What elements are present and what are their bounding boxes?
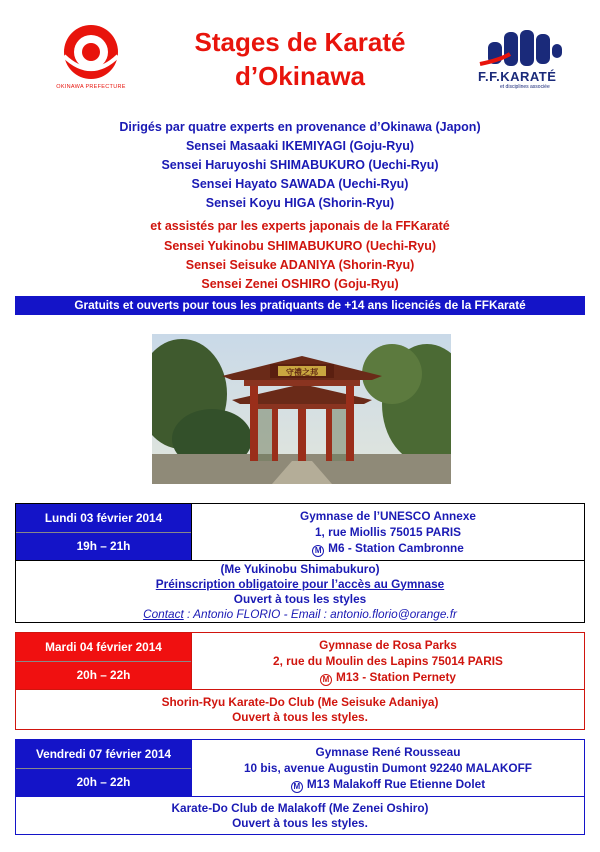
gate-sign-text: 守禮之邦 bbox=[286, 368, 318, 377]
event-3-open-note: Ouvert à tous les styles. bbox=[232, 815, 368, 830]
event-1-time: 19h – 21h bbox=[76, 539, 131, 554]
assistant-3: Sensei Zenei OSHIRO (Goju-Ryu) bbox=[201, 277, 399, 291]
expert-2: Sensei Haruyoshi SHIMABUKURO (Uechi-Ryu) bbox=[161, 158, 439, 172]
event-3-time: 20h – 22h bbox=[76, 775, 131, 790]
event-2-open-note: Ouvert à tous les styles. bbox=[232, 709, 368, 724]
event-3-club: Karate-Do Club de Malakoff (Me Zenei Oshiro) bbox=[171, 800, 429, 815]
event-1-metro bbox=[312, 540, 464, 557]
ffkarate-logo-text: F.F.KARATÉ bbox=[478, 69, 557, 84]
event-2-address: 2, rue du Moulin des Lapins 75014 PARIS bbox=[273, 653, 503, 668]
event-2-time: 20h – 22h bbox=[76, 668, 131, 683]
event-1-open-note: Ouvert à tous les styles bbox=[233, 591, 367, 606]
event-3-venue: Gymnase René Rousseau bbox=[315, 744, 461, 759]
okinawa-prefecture-logo bbox=[56, 22, 126, 97]
assistants-heading: et assistés par les experts japonais de la FFKaraté bbox=[150, 219, 450, 233]
shureimon-gate-photo bbox=[152, 334, 451, 484]
metro-icon: M bbox=[312, 545, 324, 557]
experts-heading: Dirigés par quatre experts en provenance d’Okinawa (Japon) bbox=[119, 120, 481, 134]
event-2-details bbox=[15, 690, 585, 730]
event-2-header bbox=[15, 632, 585, 690]
event-3-date: Vendredi 07 février 2014 bbox=[16, 740, 191, 769]
event-3-metro-text: M13 Malakoff Rue Etienne Dolet bbox=[306, 776, 486, 791]
event-1-address: 1, rue Miollis 75015 PARIS bbox=[315, 524, 461, 539]
event-3-address: 10 bis, avenue Augustin Dumont 92240 MALAKOFF bbox=[244, 760, 532, 775]
event-1-metro-text: M6 - Station Cambronne bbox=[328, 540, 464, 555]
eligibility-banner: Gratuits et ouverts pour tous les pratiquants de +14 ans licenciés de la FFKaraté bbox=[15, 296, 585, 315]
event-1-date: Lundi 03 février 2014 bbox=[16, 504, 191, 533]
event-2-date: Mardi 04 février 2014 bbox=[16, 633, 191, 662]
event-1-venue: Gymnase de l’UNESCO Annexe bbox=[300, 508, 476, 523]
event-2-metro bbox=[320, 669, 456, 686]
event-3-metro bbox=[291, 776, 485, 793]
expert-3: Sensei Hayato SAWADA (Uechi-Ryu) bbox=[191, 177, 409, 191]
assistant-2: Sensei Seisuke ADANIYA (Shorin-Ryu) bbox=[185, 258, 415, 272]
event-1-instructor: (Me Yukinobu Shimabukuro) bbox=[220, 561, 380, 576]
event-2-club: Shorin-Ryu Karate-Do Club (Me Seisuke Adaniya) bbox=[161, 694, 439, 709]
expert-4: Sensei Koyu HIGA (Shorin-Ryu) bbox=[205, 196, 395, 210]
metro-icon: M bbox=[320, 674, 332, 686]
event-1-contact bbox=[143, 607, 457, 622]
event-3-details bbox=[15, 797, 585, 835]
page-title-line2: d’Okinawa bbox=[234, 61, 366, 91]
ffkarate-logo-subtext: et disciplines associée bbox=[500, 84, 550, 90]
event-2-venue: Gymnase de Rosa Parks bbox=[319, 637, 457, 652]
ffkarate-logo bbox=[470, 26, 580, 92]
event-1-header bbox=[15, 503, 585, 561]
metro-icon: M bbox=[291, 781, 303, 793]
event-1-contact-label: Contact bbox=[143, 606, 184, 621]
page-title-line1: Stages de Karaté bbox=[194, 27, 406, 57]
event-1-registration-note: Préinscription obligatoire pour l’accès au Gymnase bbox=[155, 576, 445, 591]
event-3-header bbox=[15, 739, 585, 797]
okinawa-prefecture-text: OKINAWA PREFECTURE bbox=[56, 84, 126, 90]
event-2-metro-text: M13 - Station Pernety bbox=[336, 669, 456, 684]
event-1-details bbox=[15, 561, 585, 623]
event-1-contact-info: : Antonio FLORIO - Email : antonio.florio@orange.fr bbox=[183, 606, 457, 621]
expert-1: Sensei Masaaki IKEMIYAGI (Goju-Ryu) bbox=[185, 139, 415, 153]
assistant-1: Sensei Yukinobu SHIMABUKURO (Uechi-Ryu) bbox=[163, 239, 437, 253]
